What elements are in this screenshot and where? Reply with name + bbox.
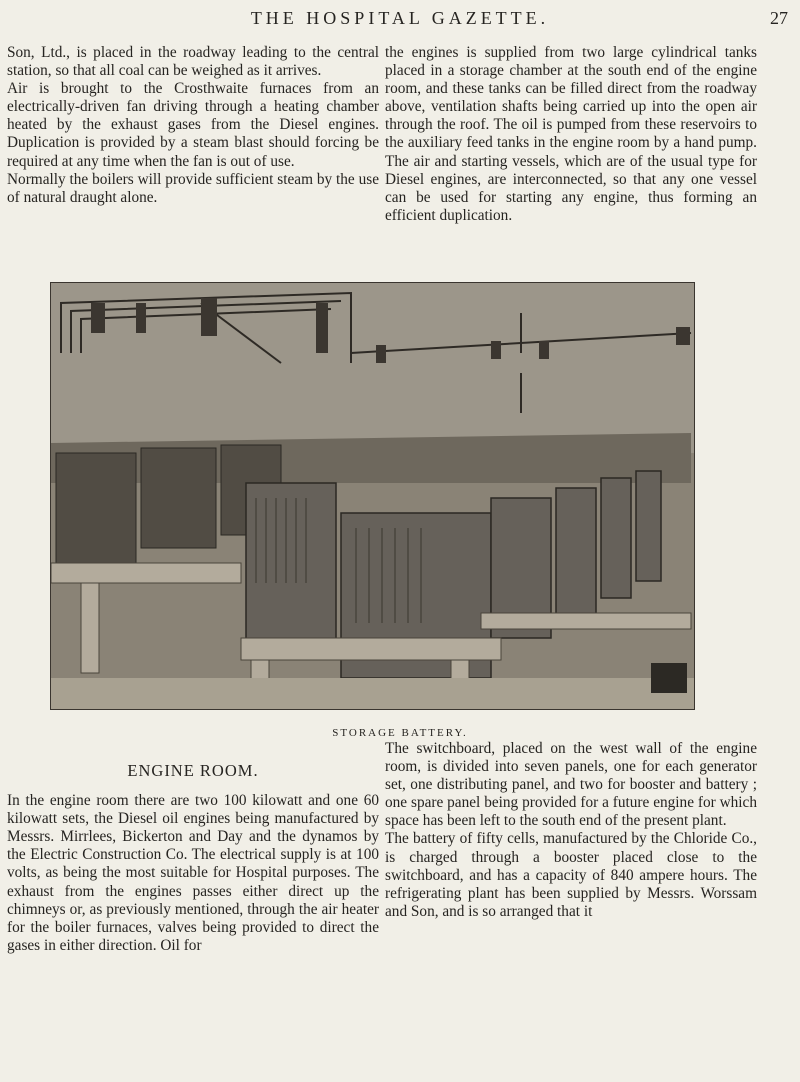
page-number: 27: [770, 8, 788, 28]
column-bottom-left: [7, 762, 379, 955]
column-top-right: [385, 44, 757, 225]
running-head: THE HOSPITAL GAZETTE.: [250, 8, 550, 28]
column-top-left: [7, 44, 379, 207]
section-heading: ENGINE ROOM.: [127, 761, 259, 780]
paragraph: In the engine room there are two 100 kilowatt and one 60 kilowatt sets, the Diesel oil engines being manufactured by Messrs. Mirrlees, Bickerton and Day and the dynamos by the Electric Construction Co. The electrical supply is at 100 volts, as being the most suitable for Hospital purposes. The exhaust from the engines passes either direct up the chimneys or, as previously mentioned, through the air heater for the boiler furnaces, valves being provided to direct the gases in either direction. Oil for: [7, 792, 379, 954]
page-header: [0, 8, 800, 32]
paragraph: Normally the boilers will provide sufficient steam by the use of natural draught alone.: [7, 170, 379, 206]
column-bottom-right: [385, 740, 757, 921]
paragraph: the engines is supplied from two large cylindrical tanks placed in a storage chamber at the south end of the engine room, and these tanks can be filled direct from the roadway above, ventilation shafts being carried up into the open air through the roof. The oil is pumped from these reservoirs to the auxiliary feed tanks in the engine room by a hand pump. The air and starting vessels, which are of the usual type for Diesel engines, are interconnected, so that any one vessel can be used for starting any engine, thus forming an efficient duplication.: [385, 44, 757, 224]
paragraph: The switchboard, placed on the west wall of the engine room, is divided into seven panels, one for each generator set, one distributing panel, and two for booster and battery ; one spare panel being provided for a future engine for which space has been left to the south end of the present plant.: [385, 740, 757, 830]
paragraph: The battery of fifty cells, manufactured by the Chloride Co., is charged through a booster placed close to the switchboard, and has a capacity of 840 ampere hours. The refrigerating plant has been supplied by Messrs. Worssam and Son, and is so arranged that it: [385, 830, 757, 920]
paragraph: Son, Ltd., is placed in the roadway leading to the central station, so that all coal can be weighed as it arrives.: [7, 44, 379, 80]
paragraph: Air is brought to the Crosthwaite furnaces from an electrically-driven fan driving through a heating chamber heated by the exhaust gases from the Diesel engines. Duplication is provided by a steam blast should forcing be required at any time when the fan is out of use.: [7, 80, 379, 170]
battery-illustration: [51, 283, 694, 709]
figure-caption: STORAGE BATTERY.: [332, 727, 468, 739]
storage-battery-photo: [50, 282, 695, 710]
